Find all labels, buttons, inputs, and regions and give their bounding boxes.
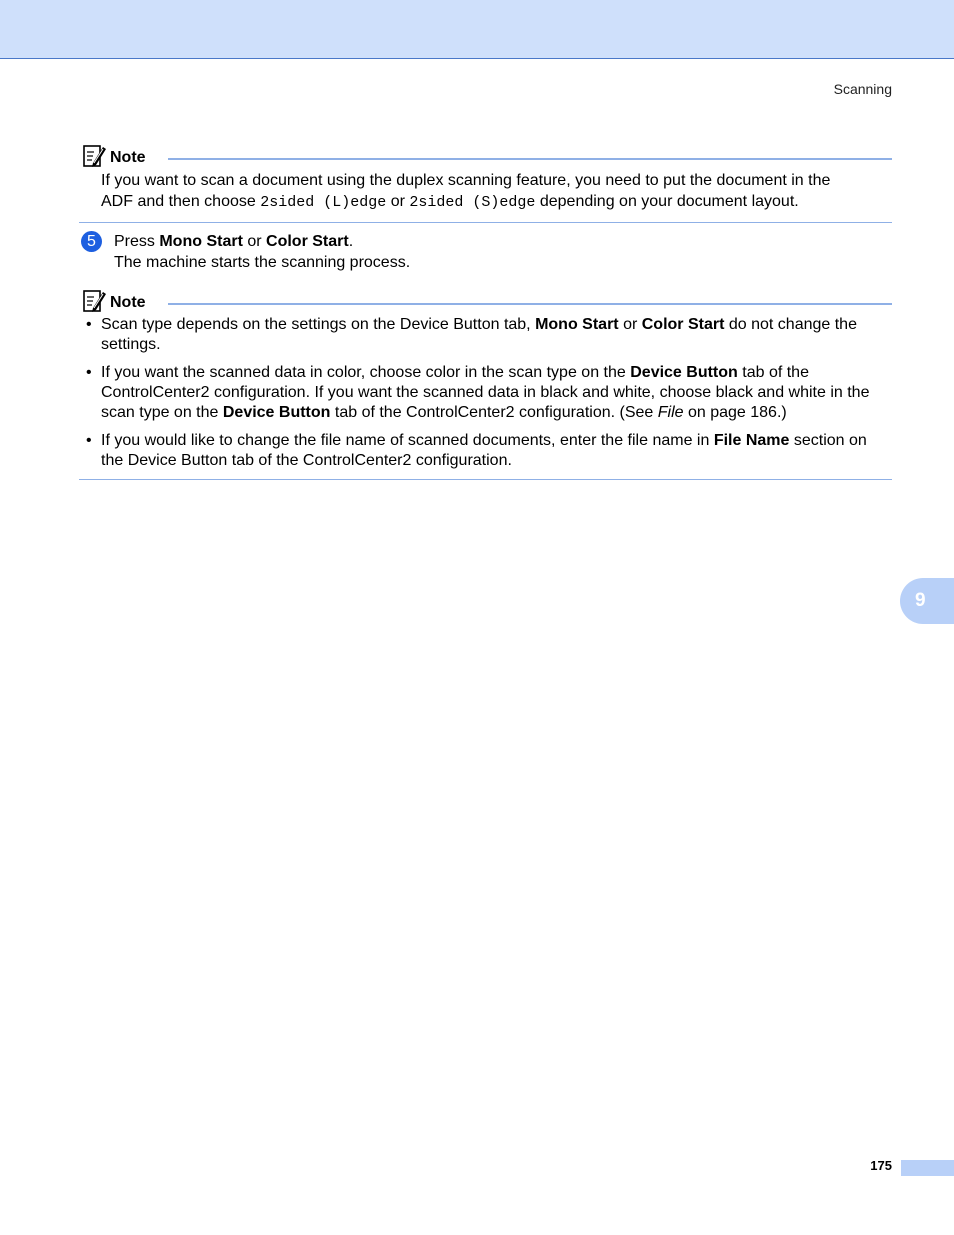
bullet-glyph: •: [86, 364, 92, 381]
text-run: depending on your document layout.: [535, 193, 799, 210]
step-5: [79, 231, 892, 273]
code-option-long-edge: 2sided (L)edge: [260, 194, 387, 211]
text-run: .: [348, 233, 354, 250]
text-run: Press: [114, 233, 160, 250]
note-body: [79, 170, 892, 213]
file-name-field-ref: File Name: [713, 432, 790, 449]
note-header: [79, 143, 892, 169]
text-run: If you would like to change the file name of scanned documents, enter the file name in: [101, 432, 714, 449]
note-bottom-rule: [79, 479, 892, 480]
text-run: Scan type depends on the settings on the Device Button tab,: [101, 316, 536, 333]
text-run: or: [386, 193, 410, 210]
header-band: [0, 0, 954, 59]
note-top-rule: [168, 158, 892, 160]
device-button-tab-ref: Device Button: [630, 364, 738, 381]
device-button-tab-ref: Device Button: [222, 404, 331, 421]
note-top-rule: [168, 303, 892, 305]
chapter-tab: 9: [900, 578, 954, 624]
mono-start-key: Mono Start: [535, 316, 619, 333]
step-text: [114, 231, 892, 273]
step-instruction: [114, 231, 892, 252]
text-run: tab of the ControlCenter2 configuration. If you want the scanned data in black and white, choose black and white in the scan type on the: [101, 364, 870, 421]
text-run: ADF and then choose: [101, 193, 261, 210]
code-option-short-edge: 2sided (S)edge: [409, 194, 536, 211]
note-pencil-icon: [81, 143, 107, 169]
text-run: on page 186.): [683, 404, 787, 421]
list-item: [79, 431, 892, 471]
bullet-glyph: •: [86, 432, 92, 449]
note-bullet-list: [79, 315, 892, 471]
cross-reference-file[interactable]: File: [657, 404, 684, 421]
page-number: 175: [870, 1158, 892, 1173]
text-run: section on the Device Button tab of the ControlCenter2 configuration.: [101, 432, 867, 469]
step-number-badge: 5: [81, 231, 102, 252]
text-run: tab of the ControlCenter2 configuration. (See: [330, 404, 658, 421]
text-run: or: [618, 316, 642, 333]
note-text-line2: [101, 191, 892, 213]
note-text-line1: If you want to scan a document using the duplex scanning feature, you need to put the document in the: [101, 172, 831, 189]
list-item: [79, 315, 892, 355]
color-start-key: Color Start: [266, 233, 349, 250]
text-run: or: [242, 233, 267, 250]
text-run: do not change the settings.: [101, 316, 857, 353]
list-item: [79, 363, 892, 423]
note-pencil-icon: [81, 288, 107, 314]
note-header: [79, 288, 892, 314]
step-result: The machine starts the scanning process.: [114, 254, 411, 271]
color-start-key: Color Start: [641, 316, 725, 333]
bullet-glyph: •: [86, 316, 92, 333]
running-header: Scanning: [833, 81, 892, 97]
note-label: Note: [110, 149, 146, 166]
note-box-duplex: [79, 143, 892, 223]
page-number-bar: [901, 1160, 954, 1176]
note-label: Note: [110, 294, 146, 311]
note-bottom-rule: [79, 222, 892, 223]
text-run: If you want the scanned data in color, choose color in the scan type on the: [101, 364, 631, 381]
note-box-scan-type: [79, 288, 892, 480]
mono-start-key: Mono Start: [159, 233, 243, 250]
